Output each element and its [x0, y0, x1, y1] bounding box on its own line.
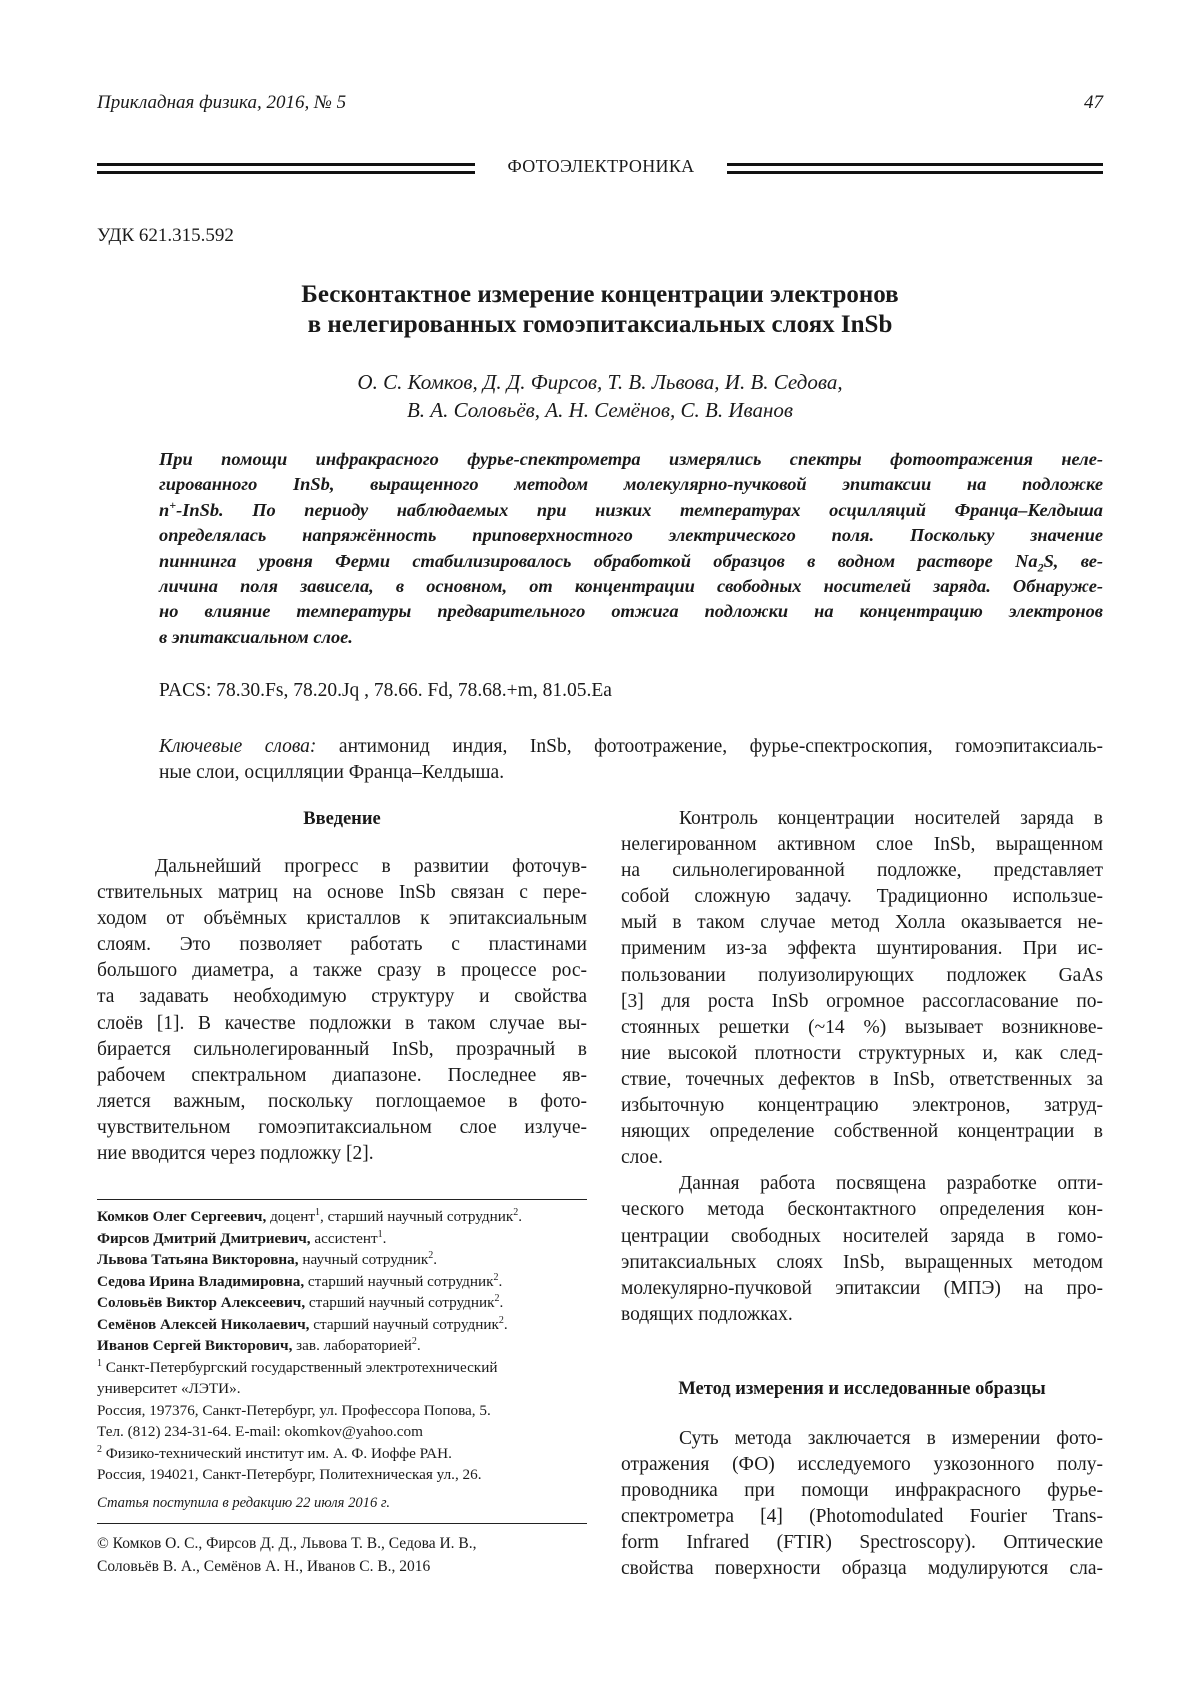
- paragraph-line: водящих подложках.: [621, 1303, 793, 1325]
- abstract: [159, 447, 1103, 650]
- affiliation-line: $^1$ Санкт-Петербургский государственный электротехнический: [97, 1357, 498, 1376]
- page-number: 47: [1084, 92, 1103, 113]
- affiliation-line: университет «ЛЭТИ».: [97, 1380, 241, 1397]
- intro-line: Дальнейший прогресс в развитии фоточув-: [155, 856, 587, 877]
- paragraph-line: проводника при помощи инфракрасного фурье-: [621, 1480, 1103, 1502]
- intro-line: бирается сильнолегированный InSb, прозрачный в: [97, 1038, 587, 1060]
- section-label: ФОТОЭЛЕКТРОНИКА: [507, 156, 695, 176]
- abstract-line: но влияние температуры предварительного отжига подложки на концентрацию электронов: [159, 601, 1103, 622]
- abstract-line: гированного InSb, выращенного методом молекулярно-пучковой эпитаксии на подложке: [159, 474, 1103, 495]
- paragraph-line: form Infrared (FTIR) Spectroscopy). Оптические: [621, 1532, 1103, 1554]
- paragraph-line: няющих определение собственной концентрации в: [621, 1121, 1103, 1143]
- journal-title: Прикладная физика, 2016, № 5: [97, 92, 347, 113]
- intro-line: чувствительном гомоэпитаксиальном слое излуче-: [97, 1116, 587, 1138]
- footnote-author: Иванов Сергей Викторович, зав. лабораторией$^2$.: [97, 1335, 421, 1354]
- abstract-line: в эпитаксиальном слое.: [159, 626, 353, 647]
- paragraph-line: ствие, точечных дефектов в InSb, ответственных за: [621, 1068, 1103, 1090]
- footnote-author: Комков Олег Сергеевич, доцент$^1$, старший научный сотрудник$^2$.: [97, 1206, 523, 1225]
- paragraph-line: ние высокой плотности структурных и, как след-: [621, 1042, 1103, 1064]
- author-list: [97, 368, 1103, 424]
- author-line: В. А. Соловьёв, А. Н. Семёнов, С. В. Иванов: [406, 398, 793, 422]
- section-banner: [97, 156, 1103, 182]
- copyright: [97, 1532, 587, 1578]
- paragraph-line: свойства поверхности образца модулируются сла-: [621, 1558, 1103, 1580]
- copyright-line: Соловьёв В. А., Семёнов А. Н., Иванов С. В., 2016: [97, 1558, 431, 1575]
- paragraph-line: стоянных решетки (~14 %) вызывает возникнове-: [621, 1016, 1103, 1038]
- affiliation-line: Тел. (812) 234-31-64. E-mail: okomkov@yahoo.com: [97, 1423, 423, 1440]
- keywords: [159, 734, 1103, 786]
- paragraph-line: применим из-за эффекта шунтирования. При ис-: [621, 938, 1103, 960]
- paragraph-line: ческого метода бесконтактного определения кон-: [621, 1199, 1103, 1221]
- paragraph-line: Данная работа посвящена разработке опти-: [679, 1173, 1103, 1195]
- keywords-line: ные слои, осцилляции Франца–Келдыша.: [159, 762, 505, 783]
- paragraph-line: Суть метода заключается в измерении фото-: [679, 1427, 1103, 1449]
- paragraph-line: молекулярно-пучковой эпитаксии (МПЭ) на про-: [621, 1277, 1103, 1299]
- affiliation-line: $^2$ Физико-технический институт им. А. Ф. Иоффе РАН.: [97, 1443, 452, 1462]
- paragraph-line: отражения (ФО) исследуемого узкозонного полу-: [621, 1453, 1103, 1475]
- author-footnotes: [97, 1206, 587, 1486]
- footnote-author: Седова Ирина Владимировна, старший научный сотрудник$^2$.: [97, 1271, 503, 1290]
- article-title: [97, 280, 1103, 340]
- abstract-line: определялась напряжённость приповерхностного электрического поля. Поскольку значение: [159, 525, 1103, 546]
- abstract-line: n+-InSb. По периоду наблюдаемых при низких температурах осцилляций Франца–Келдыша: [159, 497, 1103, 520]
- keywords-label: Ключевые слова:: [159, 736, 317, 757]
- paragraph-line: слое.: [621, 1147, 663, 1169]
- received-date: Статья поступила в редакцию 22 июля 2016 г.: [97, 1495, 391, 1511]
- footnote-author: Соловьёв Виктор Алексеевич, старший научный сотрудник$^2$.: [97, 1292, 504, 1311]
- intro-line: ние вводится через подложку [2].: [97, 1143, 374, 1165]
- method-heading: Метод измерения и исследованные образцы: [678, 1378, 1046, 1399]
- copyright-line: © Комков О. С., Фирсов Д. Д., Львова Т. В., Седова И. В.,: [97, 1535, 477, 1552]
- paragraph-line: эпитаксиальных слоях InSb, выращенных методом: [621, 1251, 1103, 1273]
- paragraph-line: собой сложную задачу. Традиционно использue-: [621, 886, 1103, 908]
- intro-line: большого диаметра, а также сразу в процессе рос-: [97, 960, 587, 982]
- intro-line: слоям. Это позволяет работать с пластинами: [97, 934, 587, 956]
- abstract-line: При помощи инфракрасного фурье-спектрометра измерялись спектры фотоотражения неле-: [159, 449, 1103, 469]
- keywords-line: Ключевые слова: антимонид индия, InSb, фотоотражение, фурье-спектроскопия, гомоэпитаксиаль-: [159, 736, 1103, 757]
- title-line: Бесконтактное измерение концентрации электронов: [301, 281, 899, 308]
- affiliation-line: Россия, 197376, Санкт-Петербург, ул. Профессора Попова, 5.: [97, 1401, 491, 1419]
- intro-line: ствительных матриц на основе InSb связан с пере-: [97, 882, 587, 904]
- intro-line: та задавать необходимую структуру и свойства: [97, 986, 587, 1008]
- intro-line: ходом от объёмных кристаллов к эпитаксиальным: [97, 908, 587, 930]
- paragraph-line: пользовании полуизолирующих подложек GaAs: [621, 964, 1103, 986]
- paragraph-line: центрации свободных носителей заряда в гомо-: [621, 1225, 1103, 1247]
- intro-line: ляется важным, поскольку поглощаемое в фото-: [97, 1090, 587, 1112]
- footnote-divider: [97, 1199, 587, 1200]
- paragraph-line: [3] для роста InSb огромное рассогласование по-: [621, 990, 1103, 1012]
- footnote-author: Фирсов Дмитрий Дмитриевич, ассистент$^1$.: [97, 1228, 387, 1247]
- abstract-line: личина поля зависела, в основном, от концентрации свободных носителей заряда. Обнаруже-: [159, 575, 1103, 596]
- intro-heading: Введение: [303, 809, 381, 829]
- intro-line: слоёв [1]. В качестве подложки в таком случае вы-: [97, 1012, 587, 1034]
- affiliation-line: Россия, 194021, Санкт-Петербург, Политехническая ул., 26.: [97, 1466, 482, 1483]
- paragraph-line: избыточную концентрацию электронов, затруд-: [621, 1095, 1103, 1117]
- footnote-author: Львова Татьяна Викторовна, научный сотрудник$^2$.: [97, 1249, 438, 1268]
- paragraph-line: Контроль концентрации носителей заряда в: [679, 808, 1103, 829]
- udk-code: УДК 621.315.592: [97, 225, 234, 246]
- copyright-divider: [97, 1523, 587, 1524]
- intro-line: рабочем спектральном диапазоне. Последнее яв-: [97, 1064, 587, 1086]
- section-rule-left: [97, 163, 475, 174]
- running-head: [97, 92, 1103, 122]
- title-line: в нелегированных гомоэпитаксиальных слоях InSb: [307, 311, 893, 338]
- section-rule-right: [727, 163, 1103, 174]
- right-column: [621, 806, 1103, 1582]
- abstract-line: пиннинга уровня Ферми стабилизировалось обработкой образцов в водном растворе $Na_2S$, ве-: [159, 550, 1104, 575]
- pacs-codes: PACS: 78.30.Fs, 78.20.Jq , 78.66. Fd, 78.68.+m, 81.05.Ea: [159, 680, 612, 701]
- paragraph-line: спектрометра [4] (Photomodulated Fourier Trans-: [621, 1506, 1103, 1528]
- paragraph-line: мый в таком случае метод Холла оказывается не-: [621, 912, 1103, 934]
- footnote-author: Семёнов Алексей Николаевич, старший научный сотрудник$^2$.: [97, 1314, 508, 1333]
- paragraph-line: нелегированном активном слое InSb, выращенном: [621, 834, 1103, 856]
- author-line: О. С. Комков, Д. Д. Фирсов, Т. В. Львова, И. В. Седова,: [357, 370, 843, 394]
- intro-section: [97, 806, 587, 1167]
- paragraph-line: на сильнолегированной подложке, представляет: [621, 860, 1103, 882]
